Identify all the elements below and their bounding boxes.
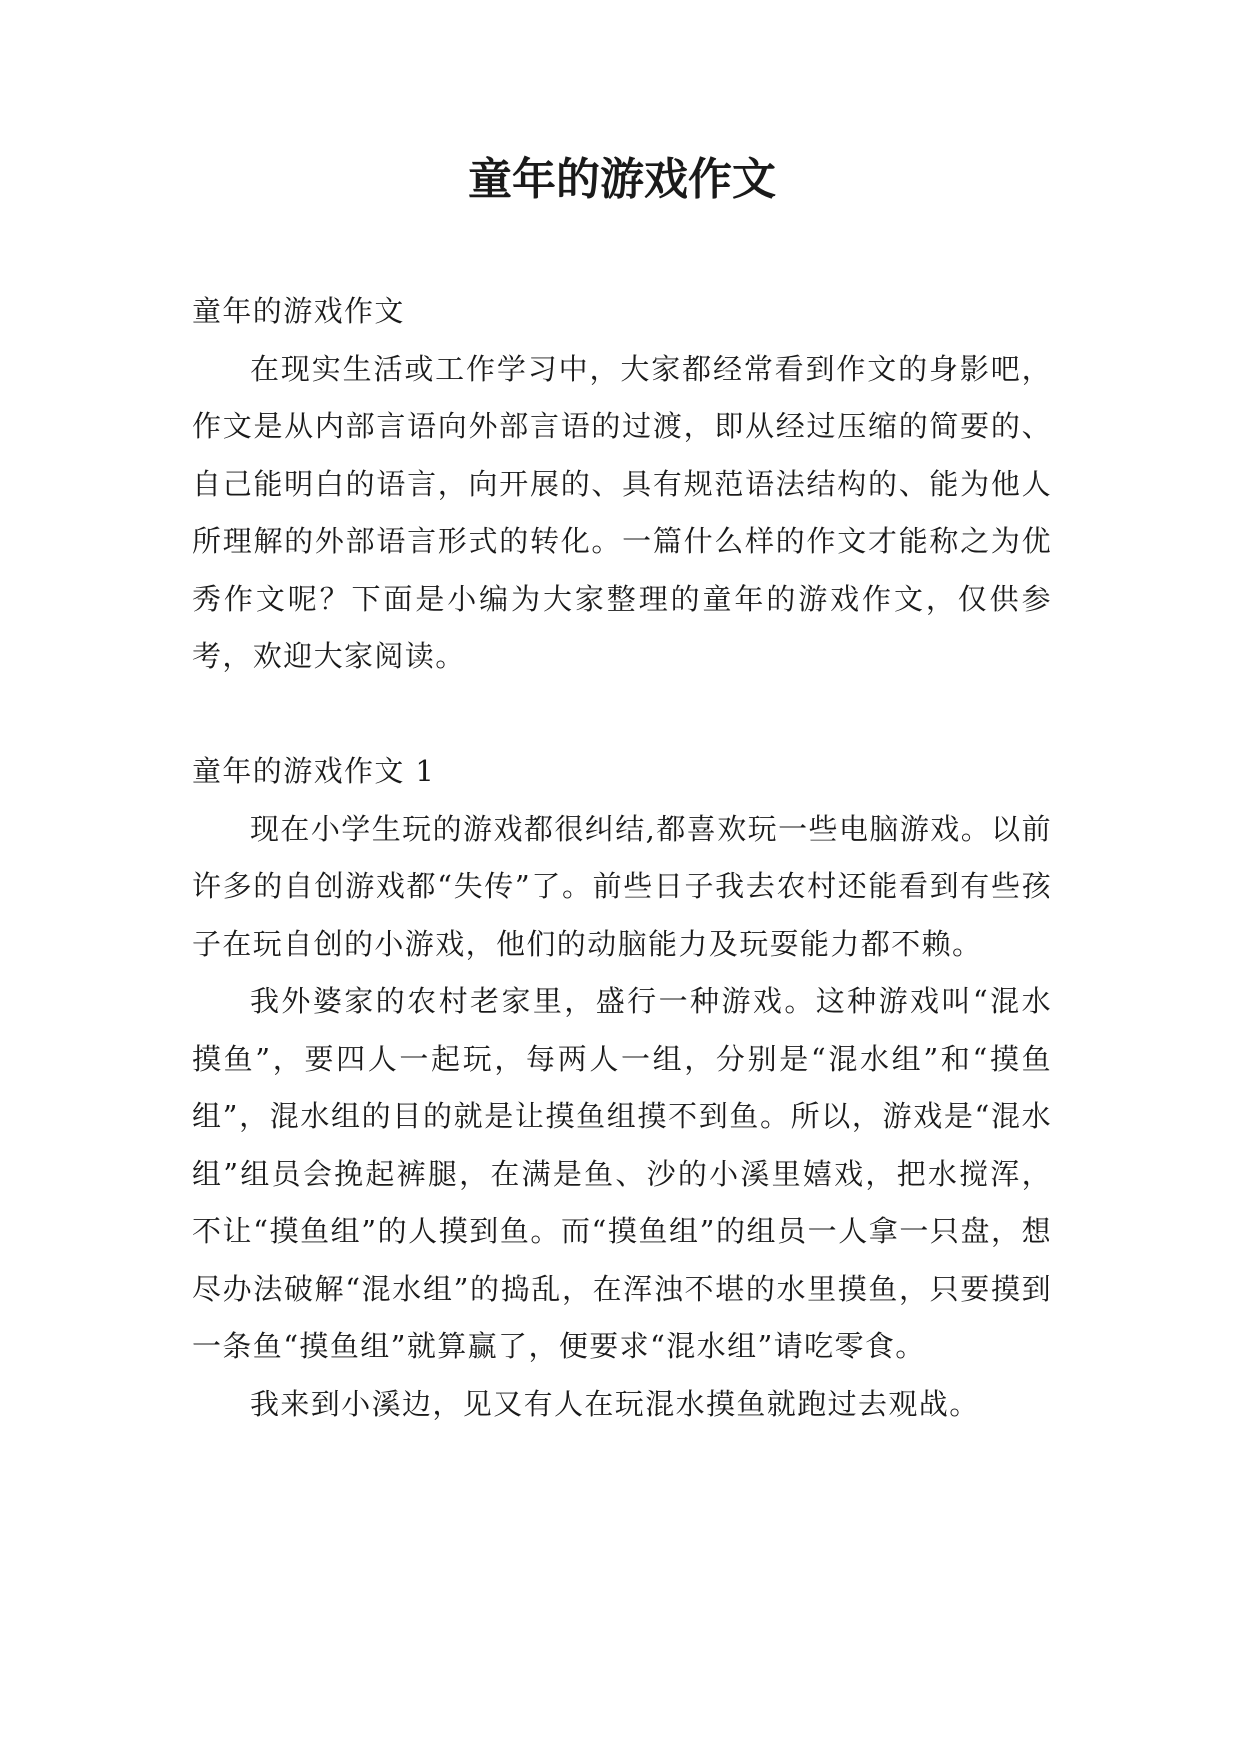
document-body	[192, 283, 1052, 1433]
essay1-heading: 童年的游戏作文 1	[192, 754, 436, 788]
essay1-paragraph: 我外婆家的农村老家里，盛行一种游戏。这种游戏叫“混水摸鱼”，要四人一起玩，每两人一组，分别是“混水组”和“摸鱼组”，混水组的目的就是让摸鱼组摸不到鱼。所以，游戏是“混水组”组员会挽起裤腿，在满是鱼、沙的小溪里嬉戏，把水搅浑，不让“摸鱼组”的人摸到鱼。而“摸鱼组”的组员一人拿一只盘，想尽办法破解“混水组”的捣乱，在浑浊不堪的水里摸鱼，只要摸到一条鱼“摸鱼组”就算赢了，便要求“混水组”请吃零食。	[192, 984, 1052, 1363]
document-page	[192, 0, 1052, 1754]
essay1-paragraph: 我来到小溪边，见又有人在玩混水摸鱼就跑过去观战。	[250, 1386, 980, 1421]
document-title: 童年的游戏作文	[468, 154, 776, 205]
intro-heading: 童年的游戏作文	[192, 294, 405, 328]
section-spacer	[192, 686, 1052, 744]
essay1-paragraph: 现在小学生玩的游戏都很纠结,都喜欢玩一些电脑游戏。以前许多的自创游戏都“失传”了。前些日子我去农村还能看到有些孩子在玩自创的小游戏，他们的动脑能力及玩耍能力都不赖。	[192, 811, 1052, 961]
intro-paragraph: 在现实生活或工作学习中，大家都经常看到作文的身影吧，作文是从内部言语向外部言语的过渡，即从经过压缩的简要的、自己能明白的语言，向开展的、具有规范语法结构的、能为他人所理解的外部语言形式的转化。一篇什么样的作文才能称之为优秀作文呢？下面是小编为大家整理的童年的游戏作文，仅供参考，欢迎大家阅读。	[192, 351, 1052, 673]
